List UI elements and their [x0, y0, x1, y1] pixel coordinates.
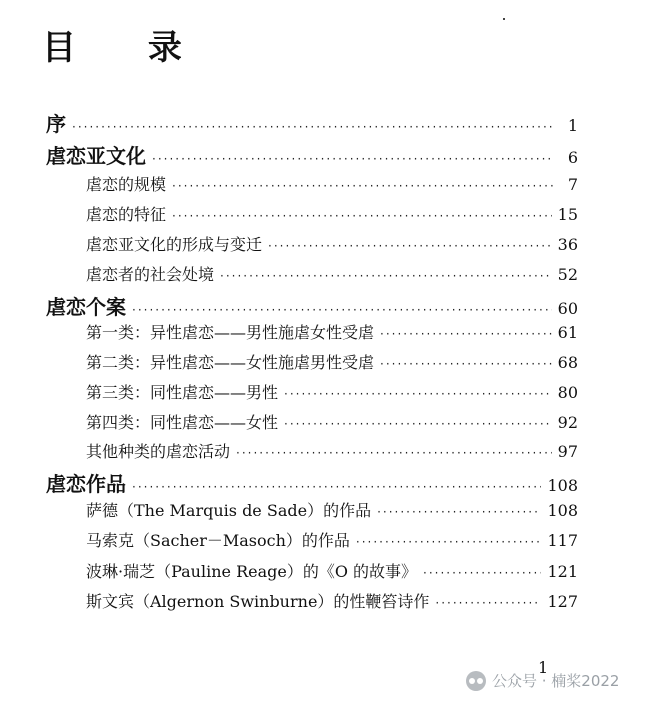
speck	[503, 18, 505, 20]
toc-chapter	[46, 108, 578, 137]
dot-leader	[220, 269, 552, 283]
dot-leader	[380, 357, 552, 371]
toc-page-number: 15	[557, 205, 578, 224]
toc-page-number: 68	[557, 353, 578, 372]
toc-section	[86, 380, 578, 403]
toc-entry-title: 虐恋的特征	[86, 205, 167, 224]
dot-leader	[132, 303, 552, 317]
toc-page-number: 121	[547, 562, 578, 581]
toc-section	[86, 410, 578, 433]
toc-page-number: 97	[557, 442, 578, 461]
watermark-text: 公众号 · 楠桨2022	[492, 672, 620, 690]
toc-entry-title: 第一类：异性虐恋——男性施虐女性受虐	[86, 323, 375, 342]
wechat-icon	[466, 671, 486, 691]
toc-entry-title: 序	[46, 112, 66, 136]
dot-leader	[268, 239, 552, 253]
page-title: 目 录	[42, 28, 212, 68]
toc-entry-title: 第四类：同性虐恋——女性	[86, 413, 279, 432]
toc-page-number: 108	[547, 476, 578, 495]
toc-entry-title: 虐恋的规模	[86, 175, 167, 194]
toc-entry-title: 虐恋者的社会处境	[86, 265, 215, 284]
dot-leader	[72, 120, 554, 134]
watermark	[466, 670, 619, 691]
toc-entry-title: 萨德（The Marquis de Sade）的作品	[86, 501, 372, 520]
toc-section	[86, 498, 578, 521]
toc-page-number: 1	[567, 116, 578, 135]
toc-page-number: 108	[547, 501, 578, 520]
toc-page-number: 7	[567, 175, 578, 194]
toc-page-number: 52	[557, 265, 578, 284]
dot-leader	[435, 596, 541, 610]
toc-page-number: 127	[547, 592, 578, 611]
toc-page-number: 80	[557, 383, 578, 402]
toc-entry-title: 虐恋个案	[46, 295, 126, 319]
page-number: 1	[538, 658, 549, 677]
toc-entry-title: 波琳·瑞芝（Pauline Reage）的《O 的故事》	[86, 562, 418, 581]
dot-leader	[380, 327, 552, 341]
toc-chapter	[46, 468, 578, 497]
dot-leader	[423, 566, 541, 580]
toc-page-number: 60	[557, 299, 578, 318]
dot-leader	[172, 179, 554, 193]
toc-entry-title: 斯文宾（Algernon Swinburne）的性鞭笞诗作	[86, 592, 430, 611]
dot-leader	[152, 152, 554, 166]
toc-section	[86, 528, 578, 551]
toc-entry-title: 马索克（Sacher－Masoch）的作品	[86, 531, 350, 550]
toc-section	[86, 589, 578, 612]
dot-leader	[172, 209, 552, 223]
toc-entry-title: 第二类：异性虐恋——女性施虐男性受虐	[86, 353, 375, 372]
toc-section	[86, 262, 578, 285]
toc-page-number: 36	[557, 235, 578, 254]
toc-page-number: 61	[557, 323, 578, 342]
toc-section	[86, 320, 578, 343]
toc-page-number: 6	[567, 148, 578, 167]
toc-entry-title: 第三类：同性虐恋——男性	[86, 383, 279, 402]
toc-entry-title: 其他种类的虐恋活动	[86, 442, 231, 461]
toc-chapter	[46, 291, 578, 320]
dot-leader	[284, 417, 552, 431]
toc-entry-title: 虐恋亚文化的形成与变迁	[86, 235, 263, 254]
toc-section	[86, 439, 578, 462]
dot-leader	[284, 387, 552, 401]
dot-leader	[356, 535, 542, 549]
toc-section	[86, 232, 578, 255]
toc-section	[86, 350, 578, 373]
dot-leader	[236, 446, 552, 460]
toc-entry-title: 虐恋亚文化	[46, 144, 146, 168]
toc-section	[86, 559, 578, 582]
dot-leader	[377, 505, 541, 519]
toc-section	[86, 202, 578, 225]
toc-chapter	[46, 140, 578, 169]
toc-section	[86, 172, 578, 195]
toc-page-number: 92	[557, 413, 578, 432]
dot-leader	[132, 480, 541, 494]
toc-entry-title: 虐恋作品	[46, 472, 126, 496]
toc-page-number: 117	[547, 531, 578, 550]
